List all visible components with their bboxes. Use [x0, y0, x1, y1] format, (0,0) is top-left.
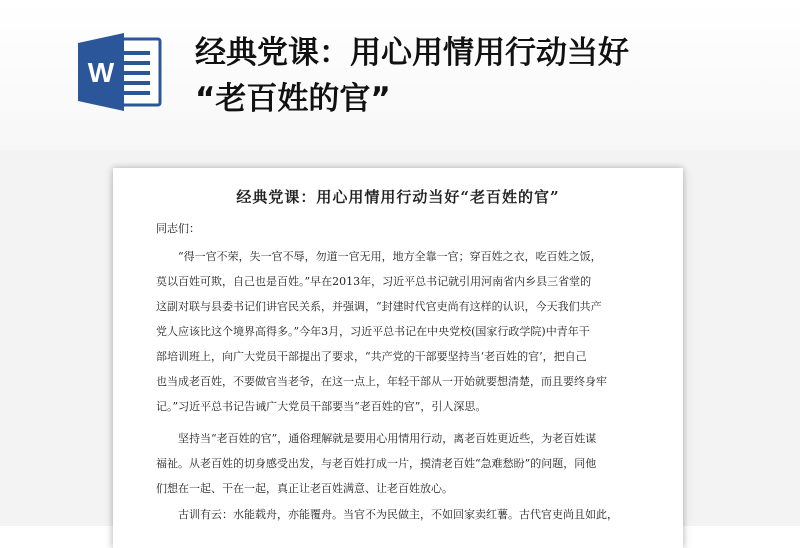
text-line: 也当成老百姓，不要做官当老爷，在这一点上，年轻干部从一开始就要想清楚，而且要终身牢	[156, 375, 607, 388]
document-page	[113, 168, 683, 548]
document-title: 经典党课：用心用情用行动当好“老百姓的官”	[236, 188, 560, 206]
text-line: 莫以百姓可欺，自己也是百姓。”早在2013年，习近平总书记就引用河南省内乡县三省堂的	[156, 275, 592, 288]
text-line: 坚持当“老百姓的官”，通俗理解就是要用心用情用行动，离老百姓更近些，为老百姓谋	[178, 432, 597, 445]
text-line: 古训有云：水能载舟，亦能覆舟。当官不为民做主，不如回家卖红薯。古代官吏尚且如此，	[178, 508, 618, 521]
salutation: 同志们：	[156, 222, 200, 235]
text-line: 部培训班上，向广大党员干部提出了要求，“共产党的干部要坚持当‘老百姓的官’，把自己	[156, 350, 587, 363]
page-title	[195, 30, 785, 122]
paragraph	[156, 244, 648, 419]
title-line: “老百姓的官”	[195, 81, 391, 117]
word-icon-letter: W	[87, 57, 115, 88]
text-line: “得一官不荣，失一官不辱，勿道一官无用，地方全靠一官；穿百姓之衣，吃百姓之饭，	[178, 250, 602, 263]
text-line: 记。”习近平总书记告诫广大党员干部要当“老百姓的官”，引人深思。	[156, 400, 487, 413]
text-line: 这副对联与县委书记们讲官民关系，并强调，“封建时代官吏尚有这样的认识，今天我们共产	[156, 300, 602, 313]
header-banner	[0, 0, 800, 150]
word-doc-icon	[78, 33, 164, 111]
paragraph	[156, 502, 648, 527]
text-line: 们想在一起、干在一起，真正让老百姓满意、让老百姓放心。	[156, 482, 453, 495]
text-line: 福祉。从老百姓的切身感受出发，与老百姓打成一片，摸清老百姓“急难愁盼”的问题，同他	[156, 457, 597, 470]
paragraph	[156, 426, 648, 501]
title-line: 经典党课：用心用情用行动当好	[195, 35, 629, 71]
text-line: 党人应该比这个境界高得多。”今年3月，习近平总书记在中央党校(国家行政学院)中青年干	[156, 325, 590, 338]
